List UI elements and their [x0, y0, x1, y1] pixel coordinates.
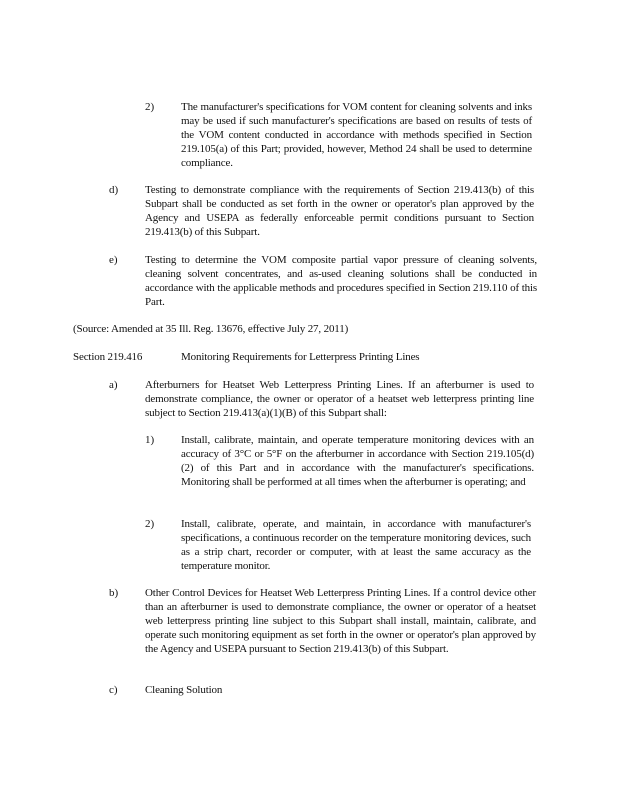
item-a1-text: Install, calibrate, maintain, and operate temperature monitoring devices with an accuracy of 3°C or 5°F on the afterburner in accordance with Section 219.105(d)(2) of this Part and in accordance with the manufacturer's specifications. Monitoring shall be performed at all times when the afterburner is operating; and — [181, 434, 534, 488]
item-e-text: Testing to determine the VOM composite partial vapor pressure of cleaning solvents, cleaning solvent concentrates, and as-used cleaning solutions shall be conducted in accordance with the applicable methods and procedures specified in Section 219.110 of this Part. — [145, 254, 537, 308]
item-a2-text: Install, calibrate, operate, and maintain, in accordance with manufacturer's specifications, a continuous recorder on the temperature monitoring devices, such as a strip chart, recorder or computer, with at least the same accuracy as the temperature monitor. — [181, 518, 531, 572]
item-c-label: c) — [109, 684, 118, 696]
item-b-label: b) — [109, 587, 119, 599]
item-d-label: d) — [109, 184, 119, 196]
item-a1-label: 1) — [145, 434, 155, 446]
item-2-label: 2) — [145, 101, 155, 113]
item-c-text: Cleaning Solution — [145, 684, 223, 696]
item-b-text: Other Control Devices for Heatset Web Letterpress Printing Lines. If a control device other than an afterburner is used to demonstrate compliance, the owner or operator of a heatset web letterpress printing line subject to this Subpart shall install, maintain, calibrate, and operate such monitoring equipment as set forth in the owner or operator's plan approved by the Agency and USEPA pursuant to Section 219.413(b) of this Subpart. — [145, 587, 536, 655]
item-d-text: Testing to demonstrate compliance with the requirements of Section 219.413(b) of this Subpart shall be conducted as set forth in the owner or operator's plan approved by the Agency and USEPA as federally enforceable permit conditions pursuant to Section 219.413(b) of this Subpart. — [145, 184, 534, 238]
item-e-label: e) — [109, 254, 118, 266]
item-a2-label: 2) — [145, 518, 155, 530]
item-a-text: Afterburners for Heatset Web Letterpress Printing Lines. If an afterburner is used to demonstrate compliance, the owner or operator of a heatset web letterpress printing line subject to Section 219.413(a)(1)(B) of this Subpart shall: — [145, 379, 534, 419]
section-title: Monitoring Requirements for Letterpress Printing Lines — [181, 351, 420, 363]
item-2-text: The manufacturer's specifications for VOM content for cleaning solvents and inks may be used if such manufacturer's specifications are based on results of tests of the VOM content conducted in accordance with methods specified in Section 219.105(a) of this Part; provided, however, Method 24 shall be used to determine compliance. — [181, 101, 532, 169]
source-note: (Source: Amended at 35 Ill. Reg. 13676, effective July 27, 2011) — [73, 323, 349, 335]
item-a-label: a) — [109, 379, 118, 391]
section-number: Section 219.416 — [73, 351, 143, 363]
